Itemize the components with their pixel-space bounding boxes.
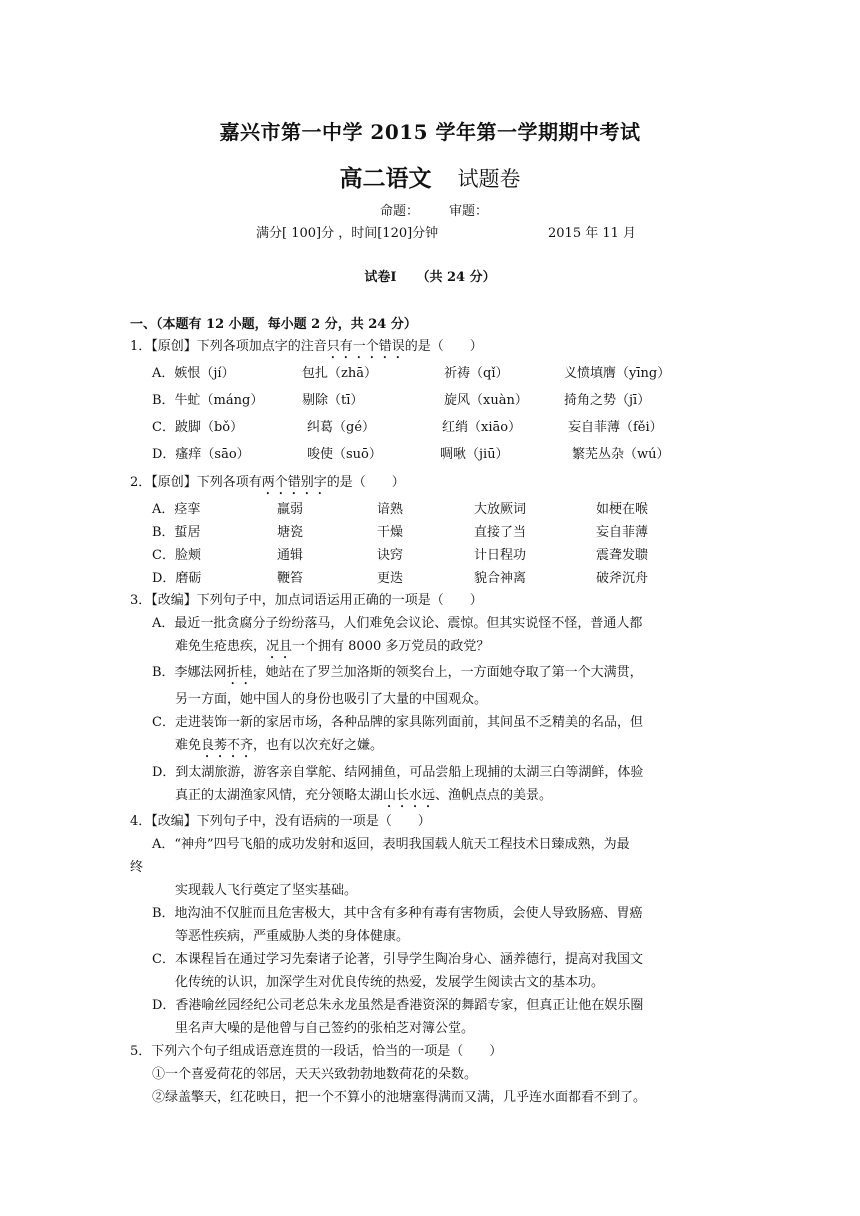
q1-option-cell: 唆使（suō） xyxy=(307,447,382,462)
score-time: 满分[ 100]分 ，时间[120]分钟 xyxy=(256,226,439,241)
q2-option-cell: 如梗在喉 xyxy=(596,502,649,517)
q1-option-cell: D．瘙痒（sāo） xyxy=(152,447,250,462)
setter-reviewer-line xyxy=(380,200,488,219)
q4-option-a-line2: 实现载人飞行奠定了坚实基础。 xyxy=(175,883,358,898)
q3-b-tail: ，她站在了罗兰加洛斯的领奖台上，一方面她夺取了第一个大满贯， xyxy=(252,665,643,680)
q4-option-a-wrap: 终 xyxy=(130,860,144,875)
q4-option-d-line1: D．香港喻丝园经纪公司老总朱永龙虽然是香港资深的舞蹈专家，但真正让他在娱乐圈 xyxy=(152,998,644,1013)
q2-option-cell: 更迭 xyxy=(377,571,404,586)
q1-option-cell: B．牛虻（máng） xyxy=(152,393,264,408)
q3-stem: 3．【改编】下列句子中，加点词语运用正确的一项是（ ） xyxy=(130,593,483,608)
q2-option-cell: 通辑 xyxy=(277,548,304,563)
q2-option-cell: 计日程功 xyxy=(474,548,527,563)
q2-option-cell: A．痉挛 xyxy=(152,502,201,517)
q2-option-cell: B．蜇居 xyxy=(152,525,201,540)
score-time-line xyxy=(256,222,637,241)
q2-option-cell: 鞭笞 xyxy=(277,571,304,586)
q2-stem-tail: 的是（ ） xyxy=(326,475,405,490)
q2-option-cell: C．脸颊 xyxy=(152,548,201,563)
section-heading: 一、（本题有 12 小题，每小题 2 分，共 24 分） xyxy=(130,317,417,332)
q3-c-tail: ，也有以次充好之嫌。 xyxy=(253,738,384,753)
q1-stem-tail: 的是（ ） xyxy=(404,339,483,354)
q2-option-cell: 羸弱 xyxy=(277,502,304,517)
q1-option-cell: C．跛脚（bǒ） xyxy=(152,420,244,435)
setter-label: 命题： xyxy=(380,204,420,219)
q4-option-c-line2: 化传统的认识，加深学生对优良传统的热爱，发展学生阅读古文的基本功。 xyxy=(175,975,605,990)
paper-name: 试卷Ⅰ xyxy=(364,270,397,285)
q3-option-a-line2 xyxy=(175,635,489,662)
q4-option-b-line1: B．地沟油不仅脏而且危害极大，其中含有多种有毒有害物质，会使人导致肠癌、胃癌 xyxy=(152,906,643,921)
q2-option-cell: 震聋发聩 xyxy=(596,548,649,563)
q2-option-cell: 塘瓷 xyxy=(277,525,304,540)
q1-option-cell: 旋风（xuàn） xyxy=(444,393,528,408)
q3-option-c-line1: C．走进装饰一新的家居市场，各种品牌的家具陈列面前，其间虽不乏精美的名品，但 xyxy=(152,715,643,730)
q3-a-tail: 一个拥有 8000 多万党员的政党？ xyxy=(292,639,490,654)
q2-stem-emphasis: 两个错别字 xyxy=(261,475,327,490)
paper-label xyxy=(0,266,860,285)
q5-stem: 5．下列六个句子组成语意连贯的一段话，恰当的一项是（ ） xyxy=(130,1044,503,1059)
q2-stem-text: 2．【原创】下列各项有 xyxy=(130,475,262,490)
q5-sentence-2: ②绿盖擎天，红花映日，把一个不算小的池塘塞得满而又满，几乎连水面都看不到了。 xyxy=(152,1090,647,1105)
q2-option-cell: 谙熟 xyxy=(377,502,404,517)
q3-d-tail: 、渔帆点点的美景。 xyxy=(435,788,553,803)
q1-option-cell: 掎角之势（jī） xyxy=(564,393,651,408)
q3-option-a-line1: A．最近一批贪腐分子纷纷落马，人们难免会议论、震惊。但其实说怪不怪，普通人都 xyxy=(152,616,643,631)
q1-option-cell: A．嫉恨（jí） xyxy=(152,366,235,381)
q3-c-text: 难免 xyxy=(175,738,202,753)
q3-option-d-line2 xyxy=(175,784,552,811)
q2-option-cell: 诀窍 xyxy=(377,548,404,563)
q3-option-b-line1 xyxy=(152,661,643,688)
q2-option-cell: 破斧沉舟 xyxy=(596,571,649,586)
q3-option-d-line1: D．到太湖旅游，游客亲自掌舵、结网捕鱼，可品尝船上现捕的太湖三白等湖鲜，体验 xyxy=(152,765,644,780)
subject-name: 高二语文 xyxy=(339,165,432,192)
q3-c-emphasis: 良莠不齐 xyxy=(201,738,254,753)
q3-option-b-line2: 另一方面，她中国人的身份也吸引了大量的中国观众。 xyxy=(175,692,488,707)
q3-d-text: 真正的太湖渔家风情，充分领略太湖 xyxy=(175,788,384,803)
q4-option-b-line2: 等恶性疾病，严重威胁人类的身体健康。 xyxy=(175,929,410,944)
q5-sentence-1: ①一个喜爱荷花的邻居，天天兴致勃勃地数荷花的朵数。 xyxy=(152,1067,478,1082)
q3-a-text: 难免生疮患疾， xyxy=(175,639,267,654)
q1-stem-emphasis: 只有一个错误 xyxy=(326,339,405,354)
q1-option-cell: 红绡（xiāo） xyxy=(442,420,522,435)
q1-option-cell: 义愤填膺（yīng） xyxy=(564,366,671,381)
q3-b-text: B．李娜法网 xyxy=(152,665,227,680)
q1-option-cell: 剔除（tī） xyxy=(302,393,364,408)
q1-option-cell: 包扎（zhā） xyxy=(302,366,377,381)
q1-option-cell: 繁芜丛杂（wú） xyxy=(572,447,670,462)
subject-title xyxy=(0,160,860,193)
q1-option-cell: 妄自菲薄（fěi） xyxy=(568,420,663,435)
q2-option-cell: D．磨砺 xyxy=(152,571,202,586)
q1-stem xyxy=(130,335,483,362)
reviewer-label: 审题： xyxy=(449,204,489,219)
q2-option-cell: 大放厥词 xyxy=(474,502,527,517)
q1-option-cell: 纠葛（gé） xyxy=(307,420,376,435)
exam-date: 2015 年 11 月 xyxy=(548,226,637,241)
q3-option-c-line2 xyxy=(175,734,383,761)
q4-stem: 4．【改编】下列句子中，没有语病的一项是（ ） xyxy=(130,814,431,829)
q2-option-cell: 直接了当 xyxy=(474,525,527,540)
q4-option-d-line2: 里名声大噪的是他曾与自己签约的张柏芝对簿公堂。 xyxy=(175,1021,475,1036)
q3-d-emphasis: 山长水远 xyxy=(383,788,436,803)
q2-option-cell: 妄自菲薄 xyxy=(596,525,649,540)
q2-option-cell: 貌合神离 xyxy=(474,571,527,586)
q2-option-cell: 干燥 xyxy=(377,525,404,540)
subject-subtitle: 试题卷 xyxy=(457,167,521,191)
q2-stem xyxy=(130,471,405,498)
q4-option-c-line1: C．本课程旨在通过学习先秦诸子论著，引导学生陶冶身心、涵养德行，提高对我国文 xyxy=(152,952,643,967)
q3-b-emphasis: 折桂 xyxy=(226,665,253,680)
paper-total: （共 24 分） xyxy=(416,270,496,285)
q3-a-emphasis: 况且 xyxy=(266,639,293,654)
q1-option-cell: 祈祷（qǐ） xyxy=(444,366,509,381)
q1-stem-text: 1．【原创】下列各项加点字的注音 xyxy=(130,339,327,354)
q4-option-a-line1: A．“神舟”四号飞船的成功发射和返回，表明我国载人航天工程技术日臻成熟，为最 xyxy=(152,837,630,852)
q1-option-cell: 啁啾（jiū） xyxy=(440,447,509,462)
exam-title: 嘉兴市第一中学 2015 学年第一学期期中考试 xyxy=(219,120,641,144)
